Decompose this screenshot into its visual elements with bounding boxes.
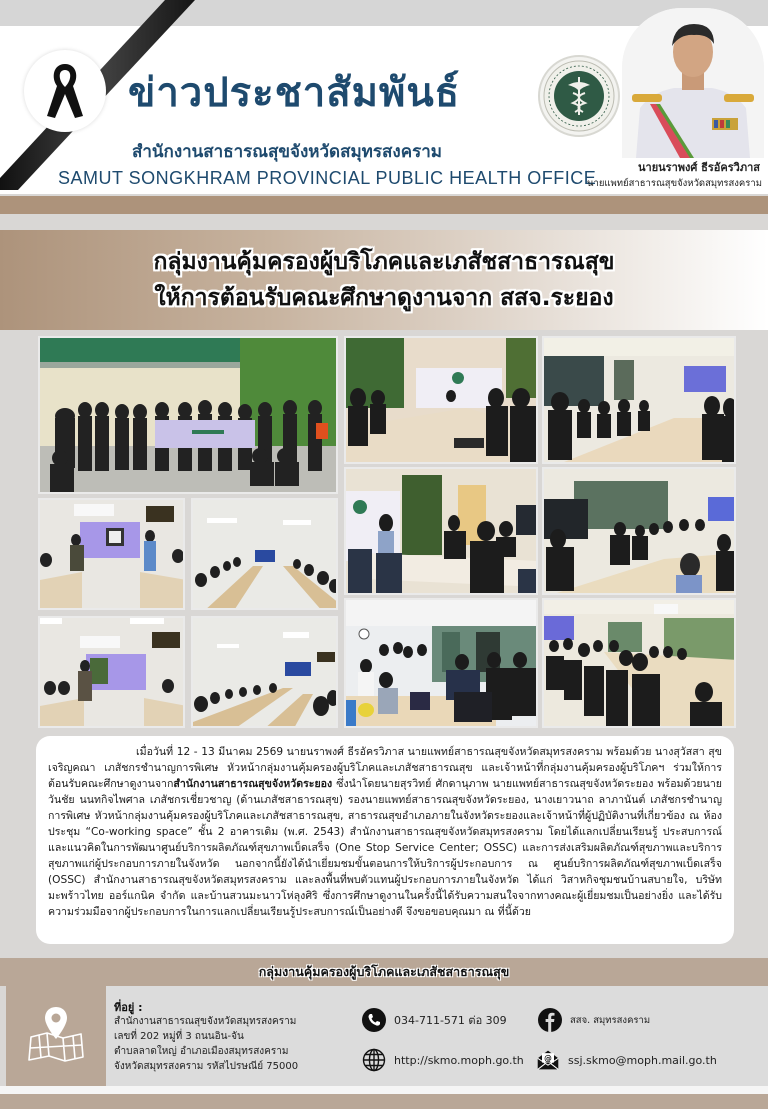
director-position: นายแพทย์สาธารณสุขจังหวัดสมุทรสงคราม: [587, 178, 762, 189]
phone-icon: [362, 1008, 386, 1032]
moph-caduceus-icon: [542, 59, 616, 133]
page-title: ข่าวประชาสัมพันธ์: [128, 70, 461, 116]
footer-map-badge: [6, 986, 106, 1086]
headline-line-1: กลุ่มงานคุ้มครองผู้บริโภคและเภสัชสาธารณสุข: [153, 249, 615, 275]
director-photo: [622, 8, 764, 158]
email-address[interactable]: ssj.skmo@moph.mail.go.th: [568, 1053, 717, 1067]
email-icon: [536, 1048, 560, 1072]
email-contact[interactable]: [536, 1048, 717, 1072]
highlight-org: สำนักงานสาธารณสุขจังหวัดระยอง: [173, 778, 333, 790]
mourning-ribbon-badge: [24, 50, 106, 132]
black-ribbon-icon: [45, 60, 85, 122]
photo-meeting-room-5: [542, 598, 736, 728]
photo-presentation-qr: [38, 498, 185, 610]
facebook-contact[interactable]: [538, 1008, 650, 1032]
director-portrait: [622, 8, 764, 158]
photo-meeting-room-2: [542, 336, 736, 464]
director-name: นายนราพงศ์ ธีรอัครวิภาส: [638, 161, 760, 174]
globe-icon: [362, 1048, 386, 1072]
headline-banner: [0, 230, 768, 330]
footer-department: กลุ่มงานคุ้มครองผู้บริโภคและเภสัชสาธารณสุข: [258, 964, 510, 979]
facebook-page: สสจ. สมุทรสงคราม: [570, 1014, 651, 1026]
bottom-band: [0, 1094, 768, 1109]
photo-meeting-room-3: [344, 467, 538, 595]
photo-group-outdoor: [38, 336, 338, 494]
address-line: ตำบลลาดใหญ่ อำเภอเมืองสมุทรสงคราม: [114, 1046, 289, 1057]
moph-logo: [538, 55, 620, 137]
article-body: [36, 736, 734, 944]
org-name-th: สำนักงานสาธารณสุขจังหวัดสมุทรสงคราม: [132, 142, 442, 162]
address-line: จังหวัดสมุทรสงคราม รหัสไปรษณีย์ 75000: [114, 1061, 299, 1072]
facebook-icon: [538, 1008, 562, 1032]
photo-ossc-counter: [344, 598, 538, 728]
map-pin-icon: [25, 1005, 87, 1067]
website-contact[interactable]: [362, 1048, 524, 1072]
address-line: เลขที่ 202 หมู่ที่ 3 ถนนอิน-จัน: [114, 1031, 244, 1042]
address-line: สำนักงานสาธารณสุขจังหวัดสมุทรสงคราม: [114, 1016, 297, 1027]
photo-meeting-room-1: [344, 336, 538, 464]
photo-presentation-2: [38, 616, 185, 728]
footer-contact-panel: [106, 986, 768, 1086]
photo-long-tables-2: [191, 616, 338, 728]
website-link[interactable]: http://skmo.moph.go.th: [394, 1053, 524, 1067]
footer-title-bar: [0, 958, 768, 986]
org-name-en: SAMUT SONGKHRAM PROVINCIAL PUBLIC HEALTH OFFICE: [58, 168, 597, 188]
photo-meeting-room-4: [542, 467, 736, 595]
photo-long-tables-1: [191, 498, 338, 610]
headline-line-2: ให้การต้อนรับคณะศึกษาดูงานจาก สสจ.ระยอง: [154, 285, 614, 311]
svg-text:@: @: [544, 1053, 552, 1063]
phone-number: 034-711-571 ต่อ 309: [394, 1014, 507, 1027]
article-paragraph: เมื่อวันที่ 12 - 13 มีนาคม 2569 นายนราพงศ์ ธีรอัครวิภาส นายแพทย์สาธารณสุขจังหวัดสมุทรสงคราม พร้อมด้วย นางสุวัสสา สุขเจริญคณา เภสัชกรชำนาญการพิเศษ หัวหน้ากลุ่มงานคุ้มครองผู้บริโภคและเภสัชสาธารณสุข และเจ้าหน้าที่กลุ่มงานคุ้มครองผู้บริโภคฯ ร่วมให้การต้อนรับคณะศึกษาดูงานจากสำนักงานสาธารณสุขจังหวัดระยอง ซึ่งนำโดยนายสุรวิทย์ ศักดานุภาพ นายแพทย์สาธารณสุขจังหวัดระยอง พร้อมด้วยนายวันชัย นนทกิจไพศาล เภสัชกรเชี่ยวชาญ (ด้านเภสัชสาธารณสุข) รองนายแพทย์สาธารณสุขจังหวัดระยอง, นางเยาวนาถ ลาภานันต์ เภสัชกรชำนาญการพิเศษ หัวหน้ากลุ่มงานคุ้มครองผู้บริโภคและเภสัชสาธารณสุข, สาธารณสุขอำเภอภายในจังหวัดระยองและเจ้าหน้าที่ผู้ปฏิบัติงานที่เกี่ยวข้อง ณ ห้องประชุม “Co-working space” ชั้น 2 อาคารเดิม (พ.ศ. 2543) สำนักงานสาธารณสุขจังหวัดสมุทรสงคราม โดยได้แลกเปลี่ยนเรียนรู้ ประสบการณ์และแนวคิดในการพัฒนาศูนย์บริการผลิตภัณฑ์สุขภาพเบ็ดเสร็จ (One Stop Service Center; OSSC) และการส่งเสริมผลิตภัณฑ์สุขภาพและบริการสุขภาพแก่ผู้ประกอบการภายในจังหวัด นอกจากนี้ยังได้นำเยี่ยมชมขั้นตอนการให้บริการผู้ประกอบการ ณ ศูนย์บริการผลิตภัณฑ์สุขภาพเบ็ดเสร็จ (OSSC) สำนักงานสาธารณสุขจังหวัดสมุทรสงคราม และลงพื้นที่พบตัวแทนผู้ประกอบการภายในจังหวัด ได้แก่ วิสาหกิจชุมชนบ้านสบายใจ, บริษัท มะพร้าวไทย ออร์แกนิค จำกัด และบ้านสวนมะนาวโห่ลุงศิริ ซึ่งการศึกษาดูงานในครั้งนี้ได้รับความสนใจจากทางคณะผู้เยี่ยมชมเป็นอย่างยิ่ง และได้รับความร่วมมือจากผู้ประกอบการในการแลกเปลี่ยนเรียนรู้ประสบการณ์เป็นอย่างดี จึงขอขอบคุณมา ณ ที่นี้ด้วย: [48, 746, 722, 918]
footer-spacer: [0, 1086, 768, 1094]
address-label: ที่อยู่ :: [114, 1001, 143, 1014]
phone-contact[interactable]: [362, 1008, 507, 1032]
